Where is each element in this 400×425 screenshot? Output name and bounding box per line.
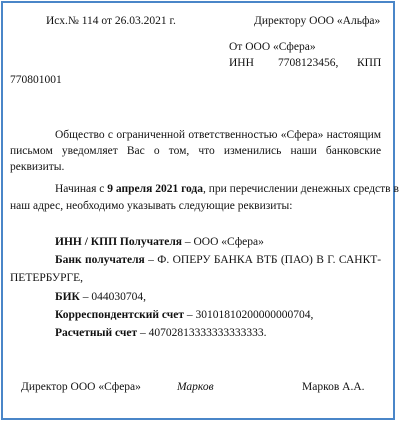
word: Вас xyxy=(126,145,145,157)
kpp-label: КПП xyxy=(357,57,382,69)
word: ответственностью xyxy=(188,129,278,141)
account-label: Расчетный счет xyxy=(55,327,138,339)
paragraph-1-line-2 xyxy=(10,144,381,159)
word: уведомляет xyxy=(61,145,118,157)
inn-kpp-label: ИНН / КПП Получателя xyxy=(55,236,182,248)
bik-value: – 044030704, xyxy=(79,291,147,303)
account-value: – 40702813333333333333. xyxy=(137,327,267,339)
word: наши xyxy=(290,145,317,157)
word: настоящим xyxy=(326,129,382,141)
requisite-bik xyxy=(55,290,146,305)
requisite-bank-line-1 xyxy=(55,253,381,268)
word: Г. xyxy=(327,254,336,266)
word: БАНКА xyxy=(213,254,253,266)
paragraph-2-line-1 xyxy=(55,182,399,197)
word: Общество xyxy=(55,129,105,141)
signature-position: Директор ООО «Сфера» xyxy=(21,381,141,393)
paragraph-1-line-3: реквизиты. xyxy=(10,161,65,173)
paragraph-1-line-1 xyxy=(55,128,381,143)
word: САНКТ- xyxy=(338,254,382,266)
word: В xyxy=(316,254,324,266)
outgoing-reference: Исх.№ 114 от 26.03.2021 г. xyxy=(46,15,176,27)
word: письмом xyxy=(10,145,53,157)
word: с xyxy=(107,129,114,141)
requisite-bank-line-2: ПЕТЕРБУРГЕ, xyxy=(10,272,84,284)
requisite-account xyxy=(55,326,266,341)
word: ОПЕРУ xyxy=(172,254,211,266)
bank-label: Банк получателя xyxy=(55,254,145,266)
word: (ПАО) xyxy=(280,254,313,266)
kpp-value: 770801001 xyxy=(10,74,62,86)
word: том, xyxy=(168,145,190,157)
paragraph-2-suffix: , при перечислении денежных средств в xyxy=(203,183,399,195)
word: ВТБ xyxy=(256,254,278,266)
paragraph-2-prefix: Начиная с xyxy=(55,183,108,195)
inn-value: 7708123456, xyxy=(278,57,339,69)
requisite-inn-kpp xyxy=(55,235,264,250)
sender: От ООО «Сфера» xyxy=(229,41,316,53)
paragraph-2-line-2: наш адрес, необходимо указывать следующие реквизиты: xyxy=(10,200,293,212)
word: Ф. xyxy=(157,254,170,266)
handwritten-signature: Марков xyxy=(177,381,214,393)
word: что xyxy=(198,145,215,157)
word: ограниченной xyxy=(116,129,186,141)
addressee: Директору ООО «Альфа» xyxy=(254,15,381,27)
word: «Сфера» xyxy=(280,129,324,141)
inn-label: ИНН xyxy=(229,57,254,69)
signatory-name: Марков А.А. xyxy=(302,381,365,393)
word: – xyxy=(148,254,154,266)
bik-label: БИК xyxy=(55,291,80,303)
effective-date: 9 апреля 2021 года xyxy=(107,183,203,195)
word: изменились xyxy=(223,145,282,157)
word: банковские xyxy=(325,145,382,157)
requisite-corr-account xyxy=(55,308,313,323)
inn-kpp-value: – ООО «Сфера» xyxy=(182,236,264,248)
corr-account-label: Корреспондентский счет xyxy=(55,309,184,321)
word: о xyxy=(153,145,160,157)
corr-account-value: – 30101810200000000704, xyxy=(183,309,314,321)
